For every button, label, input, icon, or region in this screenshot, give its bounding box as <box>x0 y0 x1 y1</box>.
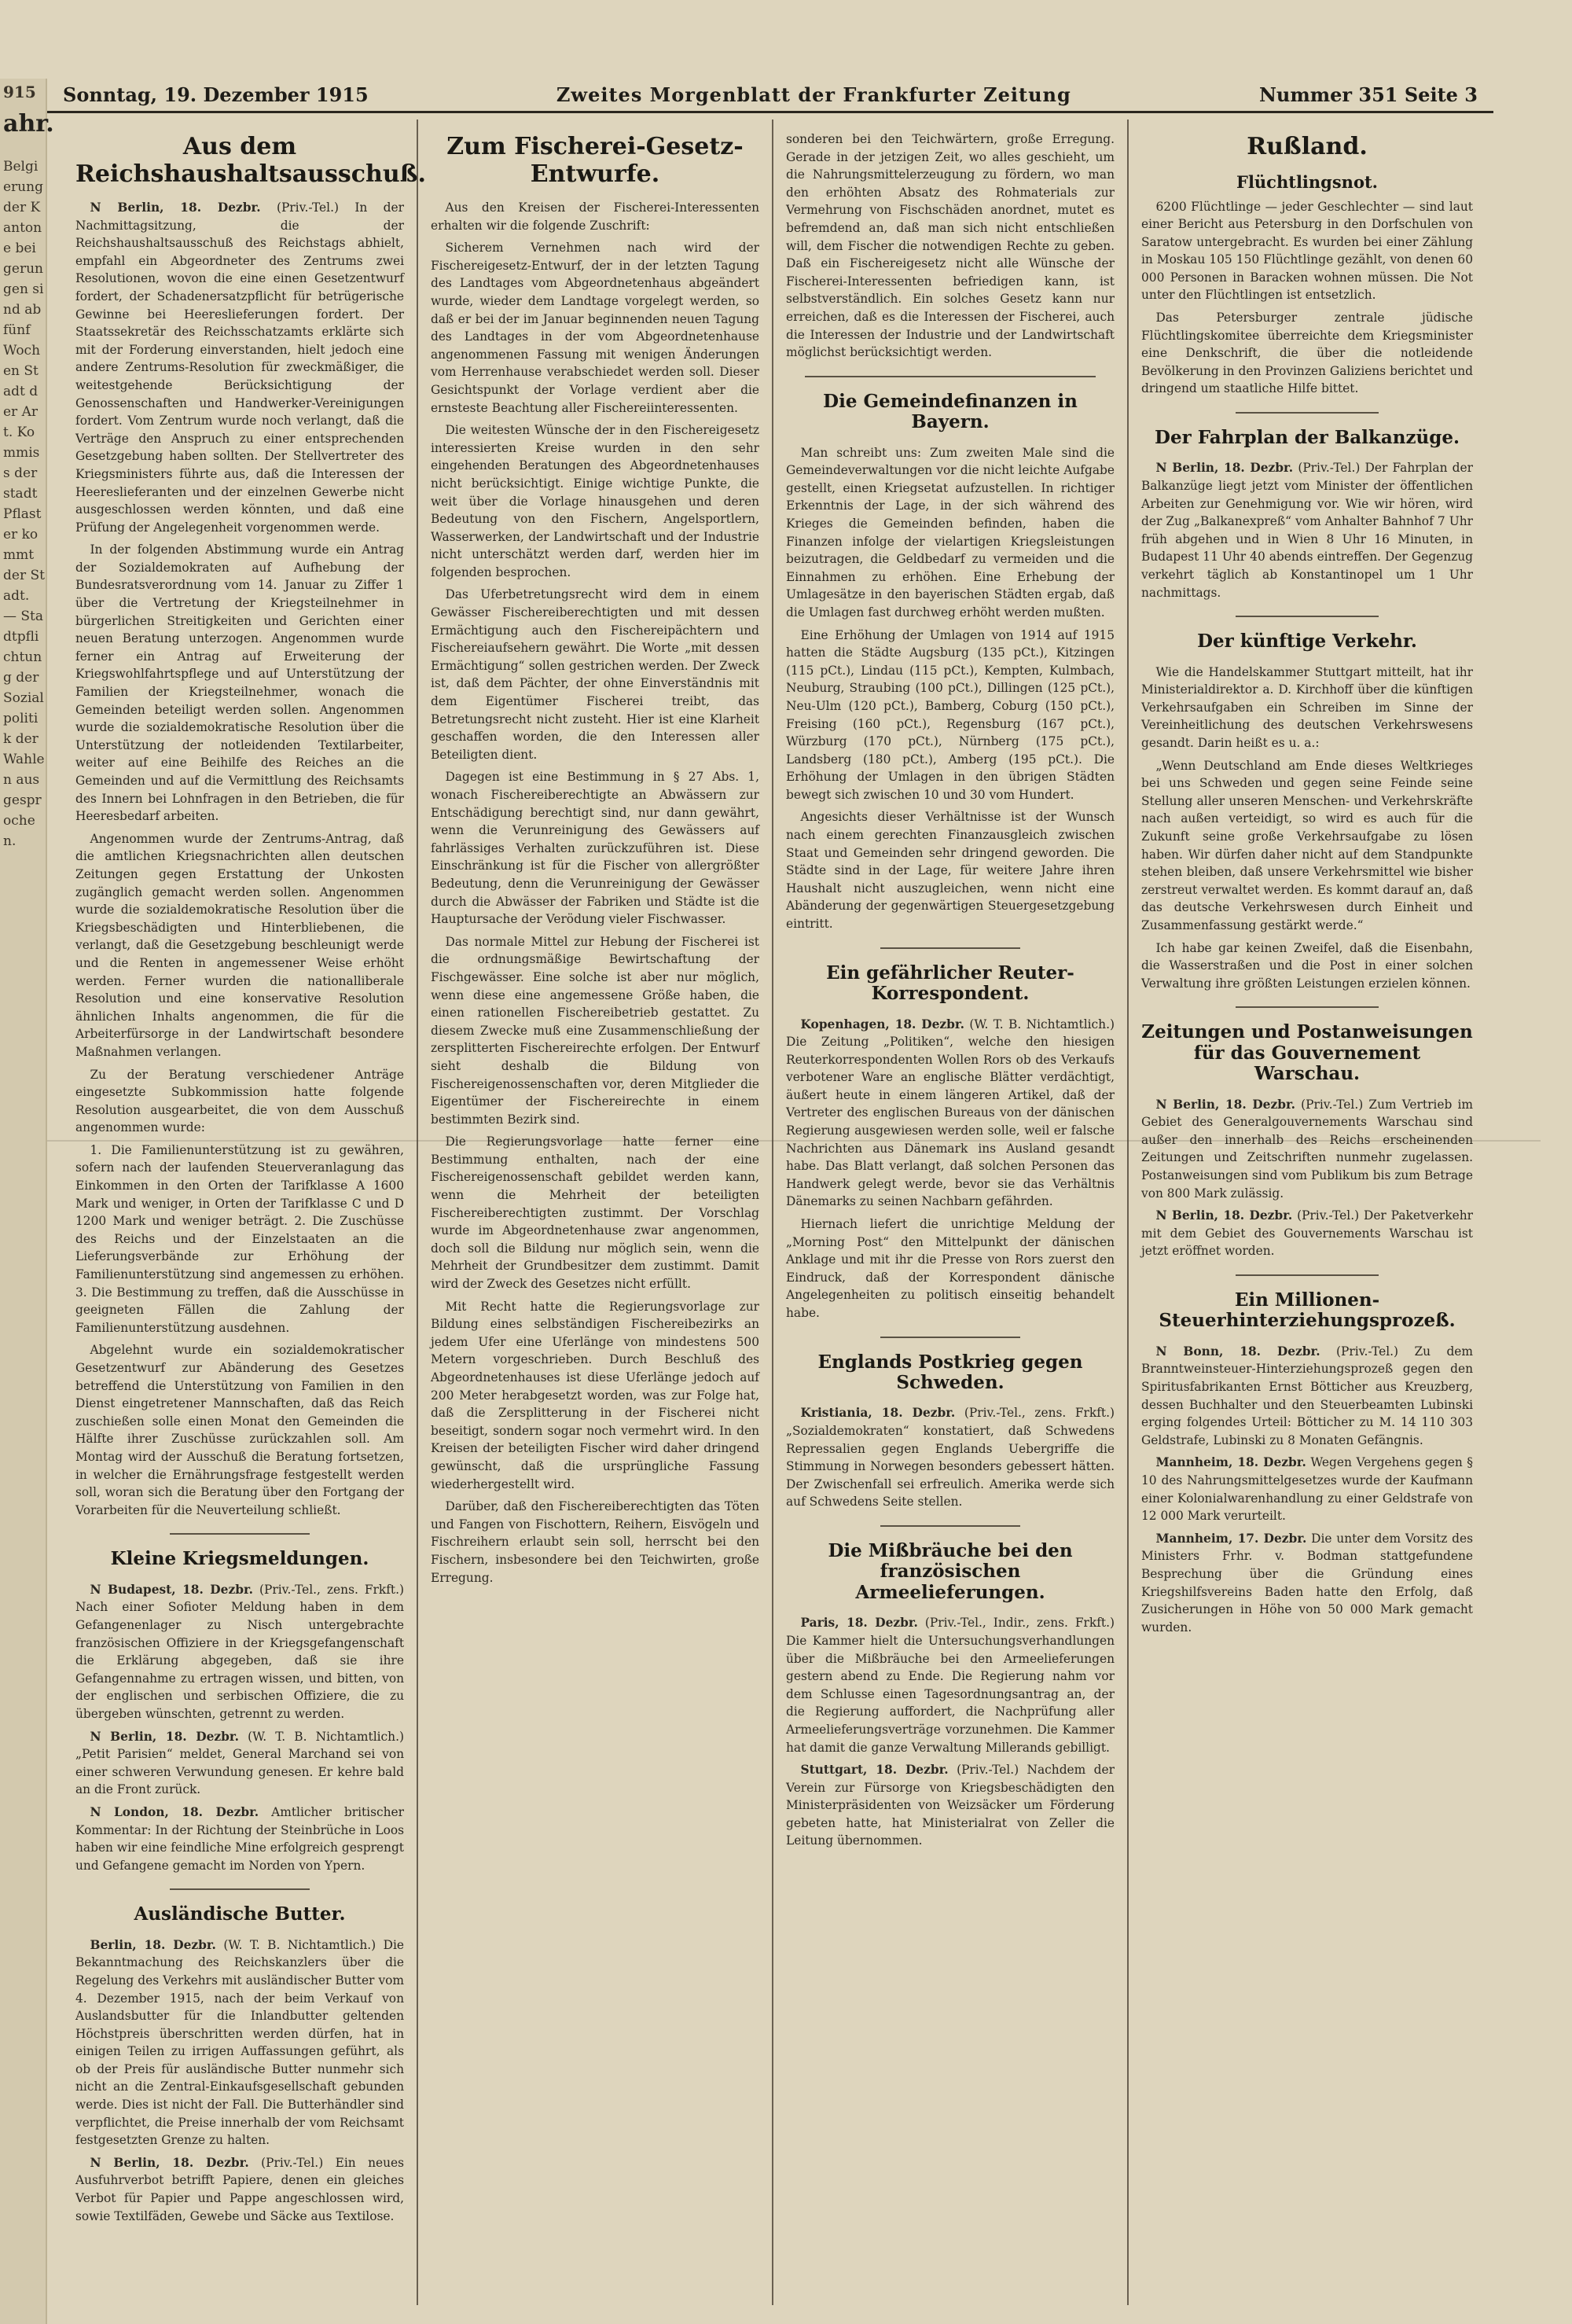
paragraph-text: (W. T. B. Nichtamtlich.) Die Bekanntmachung des Reichskanzlers über die Regelung des Verkehrs mit ausländischer Butter vom 4. Dezember 1915, nach der beim Verkauf von Auslandsbutter für die Inlandbutter geltenden Höchstpreis überschritten werden dürfen, hat in einigen Teilen zu irrigen Auffassungen geführt, als ob der Preis für ausländische Butter nunmehr sich nicht an die Zentral-Einkaufsgesellschaft gebunden werde. Dies ist nicht der Fall. Die Butterhändler sind verpflichtet, die Preise innerhalb der vom Reichsamt festgesetzten Grenze zu halten. <box>75 1937 404 2148</box>
dateline: N Berlin, 18. Dezbr. <box>90 2155 249 2170</box>
divider <box>170 1533 310 1535</box>
issue-number: Nummer 351 Seite 3 <box>1258 83 1478 106</box>
article-headline: Die Mißbräuche bei den französischen Armeelieferungen. <box>828 1540 1073 1603</box>
paragraph-text: (W. T. B. Nichtamtlich.) Die Zeitung „Politiken“, welche den hiesigen Reuterkorrespondenten Wollen Rors ob des Verkaufs verbotener Ware an englische Blätter verdächtigt, äußert heute in einem längeren Artikel, daß der Vertreter des englischen Bureaus von der dänischen Regierung ausgewiesen werden solle, weil er falsche Nachrichten aus Dänemark ins Ausland gesandt habe. Das Blatt verlangt, daß solchen Personen das Handwerk gelegt werde, bevor sie das Verhältnis Dänemarks zu seinen Nachbarn gefährden. <box>786 1017 1115 1209</box>
divider <box>880 1525 1020 1527</box>
article-paragraph <box>75 1728 404 1799</box>
paragraph-text: Man schreibt uns: Zum zweiten Male sind die Gemeindeverwaltungen vor die nicht leichte Aufgabe gestellt, einen Kriegsetat aufzustellen. In richtiger Erkenntnis der Lage, in der sich während des Krieges die Gemeinden befinden, haben die Finanzen infolge der vielartigen Kriegsleistungen beizutragen, die Geldbedarf zu vermeiden und die Einnahmen zu erhöhen. Eine Erhebung der Umlagesätze in den bayerischen Städten ergab, daß die Umlagen fast durchweg erhöht werden mußten. <box>786 445 1115 620</box>
divider <box>1236 616 1379 617</box>
paragraph-text: Das Petersburger zentrale jüdische Flüchtlingskomitee überreichte dem Kriegsminister eine Denkschrift, die über die notleidende Bevölkerung in den Provinzen Galiziens berichtet und dringend um staatliche Hilfe bittet. <box>1141 311 1473 396</box>
dateline: Kopenhagen, 18. Dezbr. <box>800 1017 964 1031</box>
dateline: N Berlin, 18. Dezbr. <box>1155 461 1294 476</box>
column-4 <box>1129 120 1486 2305</box>
article-paragraph <box>431 1498 759 1587</box>
article-paragraph <box>431 1133 759 1293</box>
column-1 <box>63 120 426 2305</box>
article-body <box>1141 1343 1473 1637</box>
dateline: N Bonn, 18. Dezbr. <box>1155 1344 1320 1359</box>
paragraph-text: (Priv.-Tel.) Zu dem Branntweinsteuer-Hinterziehungsprozeß gegen den Spiritusfabrikanten Ernst Bötticher aus Kreuzberg, dessen Buchhalter und den Steuerbeamten Lubinski erging folgendes Urteil: Bötticher zu M. 14 110 303 Geldstrafe, Lubinski zu 8 Monaten Gefängnis. <box>1141 1344 1473 1447</box>
article-paragraph <box>786 627 1115 804</box>
column-2 <box>418 120 773 2305</box>
article-paragraph <box>431 199 759 234</box>
previous-page-heading: ahr. <box>3 110 54 138</box>
article-paragraph <box>1141 1343 1473 1450</box>
article-headline: Englands Postkrieg gegen Schweden. <box>817 1351 1083 1394</box>
paragraph-text: Dagegen ist eine Bestimmung in § 27 Abs. 1, wonach Fischereiberechtigte an Abwässern zur Entschädigung berechtigt sind, nur dann gewährt, wenn die Verunreinigung des Gewässers auf fahrlässiges Verhalten zurückzuführen ist. Diese Einschränkung ist für die Fischer von allergrößter Bedeutung, denn die Verunreinigung der Gewässer durch die Abwässer der Fabriken und Städte ist die Hauptursache der Verödung vieler Fischwasser. <box>431 770 759 927</box>
paragraph-text: (W. T. B. Nichtamtlich.) „Petit Parisien“ meldet, General Marchand sei von einer schweren Verwundung genesen. Er kehre bald an die Front zurück. <box>75 1729 404 1797</box>
paragraph-text: Die unter dem Vorsitz des Ministers Frhr. v. Bodman stattgefundene Besprechung über die Gründung eines Kriegshilfsvereins Baden hatte den Erfolg, daß Zusicherungen in Höhe von 50 000 Mark gemacht wurden. <box>1141 1531 1473 1635</box>
article-paragraph <box>1141 459 1473 601</box>
dateline: Mannheim, 18. Dezbr. <box>1155 1455 1306 1470</box>
article-paragraph <box>75 199 404 536</box>
paragraph-text: Eine Erhöhung der Umlagen von 1914 auf 1915 hatten die Städte Augsburg (135 pCt.), Kitzingen (115 pCt.), Lindau (115 pCt.), Kempten, Kulmbach, Neuburg, Straubing (100 pCt.), Dillingen (125 pCt.), Neu-Ulm (120 pCt.), Bamberg, Coburg (150 pCt.), Freising (160 pCt.), Regensburg (167 pCt.), Würzburg (170 pCt.), Nürnberg (175 pCt.), Landsberg (180 pCt.), Amberg (195 pCt.). Die Erhöhung der Umlagen in den übrigen Städten bewegt sich zwischen 10 und 30 vom Hundert. <box>786 627 1115 802</box>
article-paragraph <box>431 239 759 417</box>
paragraph-text: (Priv.-Tel.) Der Fahrplan der Balkanzüge liegt jetzt vom Minister der öffentlichen Arbeiten zur Genehmigung vor. Wie wir hören, wird der Zug „Balkanexpreß“ vom Anhalter Bahnhof 7 Uhr früh abgehen und in Wien 8 Uhr 16 Minuten, in Budapest 11 Uhr 40 abends eintreffen. Der Gegenzug verkehrt täglich ab Konstantinopel um 1 Uhr nachmittags. <box>1141 461 1473 600</box>
paragraph-text: (Priv.-Tel.) Der Paketverkehr mit dem Gebiet des Gouvernements Warschau ist jetzt eröffnet worden. <box>1141 1208 1473 1259</box>
article-body <box>786 1614 1115 1850</box>
article-paragraph <box>786 444 1115 622</box>
column-3 <box>773 120 1129 2305</box>
article-body <box>1141 664 1473 993</box>
article-paragraph <box>75 1936 404 2149</box>
article-body <box>431 199 759 1587</box>
article-headline: Rußland. <box>1247 133 1368 160</box>
paragraph-text: (Priv.-Tel., Indir., zens. Frkft.) Die Kammer hielt die Untersuchungsverhandlungen über die Mißbräuche bei den Armeelieferungen gestern abend zu Ende. Die Regierung nahm vor dem Schlusse einen Tagesordnungsantrag an, der die Regierung auffordert, die Nachprüfung aller Armeelieferungsverträge vorzunehmen. Die Kammer hat damit die ganze Verwaltung Millerands gebilligt. <box>786 1616 1115 1755</box>
paragraph-text: Angenommen wurde der Zentrums-Antrag, daß die amtlichen Kriegsnachrichten allen deutschen Zeitungen gegen Erstattung der Unkosten zugänglich gemacht werden sollen. Angenommen wurde die sozialdemokratische Resolution über die Kriegsbeschädigten und Hinterbliebenen, die verlangt, daß die Gesetzgebung beschleunigt werde und die Renten in angemessener Weise erhöht werden. Ferner wurden die nationalliberale Resolution und eine konservative Resolution ähnlichen Inhalts angenommen, die für die Arbeiterfürsorge in der Landwirtschaft besondere Maßnahmen verlangen. <box>75 831 404 1059</box>
article-headline: Zeitungen und Postanweisungen für das Gouvernement Warschau. <box>1141 1021 1473 1085</box>
article-paragraph <box>75 1804 404 1874</box>
article-headline: Ein gefährlicher Reuter-Korrespondent. <box>826 962 1074 1005</box>
paragraph-text: (Priv.-Tel.) Nachdem der Verein zur Fürsorge von Kriegsbeschädigten den Ministerpräsidenten von Weizsäcker um Förderung gebeten hatte, hat Ministerialrat von Zeller die Leitung übernommen. <box>786 1763 1115 1848</box>
paragraph-text: Aus den Kreisen der Fischerei-Interessenten erhalten wir die folgende Zuschrift: <box>431 200 759 233</box>
paragraph-text: Hiernach liefert die unrichtige Meldung der „Morning Post“ den Mittelpunkt der dänischen Anklage und mit ihr die Presse von Rors zuerst den Eindruck, daß der Korrespondent dänische Angelegenheiten zu politisch einseitig behandelt habe. <box>786 1217 1115 1320</box>
previous-page-number: 915 <box>3 83 36 101</box>
paragraph-text: Zu der Beratung verschiedener Anträge eingesetzte Subkommission hatte folgende Resolution ausgearbeitet, die von dem Ausschuß angenommen wurde: <box>75 1067 404 1135</box>
article-paragraph <box>431 1298 759 1494</box>
paragraph-text: Sicherem Vernehmen nach wird der Fischereigesetz-Entwurf, der in der letzten Tagung des Landtages vom Abgeordnetenhaus abgeändert wurde, wieder dem Landtage vorgelegt werden, so daß er bei der im Januar beginnenden neuen Tagung des Landtages in der vom Abgeordnetenhause angenommenen Fassung mit wenigen Änderungen vom Herrenhause verabschiedet werden soll. Dieser Gesichtspunkt der Vorlage verdient aber die ernsteste Beachtung aller Fischereiinteressenten. <box>431 241 759 415</box>
paragraph-text: Die weitesten Wünsche der in den Fischereigesetz interessierten Kreise wurden in den sehr eingehenden Beratungen des Abgeordnetenhauses nicht berücksichtigt. Einige wichtige Punkte, die weit über die Vorlage hinausgehen und deren Bedeutung von den Fischern, Angelsportlern, Wasserwerken, der Landwirtschaft und der Industrie nicht unterschätzt werden darf, werden hier im folgenden besprochen. <box>431 423 759 579</box>
dateline: N London, 18. Dezbr. <box>90 1804 259 1819</box>
paper-fold <box>47 1140 1541 1142</box>
article-paragraph <box>75 1066 404 1137</box>
dateline: N Budapest, 18. Dezbr. <box>90 1582 254 1597</box>
masthead <box>47 79 1493 113</box>
article-headline: Der künftige Verkehr. <box>1197 631 1417 653</box>
article-body <box>1141 198 1473 399</box>
article-headline: Zum Fischerei-Gesetz-Entwurfe. <box>446 133 744 188</box>
article-paragraph <box>1141 309 1473 398</box>
article-body <box>1141 459 1473 601</box>
paragraph-text: In der folgenden Abstimmung wurde ein Antrag der Sozialdemokraten auf Aufhebung der Bundesratsverordnung vom 14. Januar zu Ziffer 1 über die Vertretung der Kriegsteilnehmer in bürgerlichen Streitigkeiten und Gerichten einer neuen Beratung unterzogen. Angenommen wurde ferner ein Antrag auf Erweiterung der Kriegswohlfahrtspflege und auf Unterstützung der Familien der Kriegsteilnehmer, wonach die Gemeinden beteiligt werden sollen. Angenommen wurde die sozialdemokratische Resolution über die Unterstützung der notleidenden Textilarbeiter, weiter auf eine Beihilfe des Reiches an die Gemeinden und auf die Vermittlung des Reichsamts des Innern bei Lohnfragen in den Betrieben, die für Heeresbedarf arbeiten. <box>75 542 404 824</box>
article-headline: Aus dem Reichshaushaltsausschuß. <box>75 133 426 188</box>
article-headline: Kleine Kriegsmeldungen. <box>110 1548 369 1570</box>
dateline: N Berlin, 18. Dezbr. <box>1155 1097 1296 1112</box>
paragraph-text: Ich habe gar keinen Zweifel, daß die Eisenbahn, die Wasserstraßen und die Post in einer solchen Verwaltung ihre größten Leistungen erzielen können. <box>1141 940 1473 991</box>
article-paragraph <box>1141 940 1473 993</box>
paragraph-text: (Priv.-Tel., zens. Frkft.) Nach einer Sofioter Meldung haben in dem Gefangenenlager zu Nisch untergebrachte französischen Offiziere in der Kriegsgefangenschaft die Erklärung abgegeben, daß sie ihre Gefangennahme zu ertragen wissen, und bitten, von der englischen und serbischen Offiziere, die zu übergeben wünschten, getrennt zu werden. <box>75 1582 404 1721</box>
article-paragraph <box>1141 1096 1473 1203</box>
article-paragraph <box>1141 664 1473 752</box>
paragraph-text: Wegen Vergehens gegen § 10 des Nahrungsmittelgesetzes wurde der Kaufmann einer Kolonialwarenhandlung zu einer Geldstrafe von 12 000 Mark verurteilt. <box>1141 1455 1473 1524</box>
article-paragraph <box>75 830 404 1061</box>
continued-text: sonderen bei den Teichwärtern, große Erregung. Gerade in der jetzigen Zeit, wo alles geschieht, um die Nahrungsmittelerzeugung zu fördern, wo man den erhöhten Absatz des Rohmaterials zur Vermehrung von Fischschäden anordnet, mutet es befremdend an, daß man sich nicht entschließen will, dem Fischer die notwendigen Rechte zu geben. Daß ein Fischereigesetz nicht alle Wünsche der Fischerei-Interessenten befriedigen kann, ist selbstverständlich. Ein solches Gesetz kann nur erreichen, daß es die Interessen der Fischerei, auch die Interessen der Industrie und der Landwirtschaft möglichst berücksichtigt werden. <box>786 132 1115 360</box>
article-headline: Ein Millionen-Steuerhinterziehungsprozeß. <box>1159 1289 1456 1332</box>
article-headline: Die Gemeindefinanzen in Bayern. <box>823 390 1078 433</box>
newspaper-title: Zweites Morgenblatt der Frankfurter Zeitung <box>556 83 1071 106</box>
article-paragraph <box>1141 757 1473 935</box>
divider <box>1236 412 1379 414</box>
paragraph-text: Das normale Mittel zur Hebung der Fischerei ist die ordnungsmäßige Bewirtschaftung der Fischgewässer. Eine solche ist aber nur möglich, wenn diese eine angemessene Größe haben, die einen rationellen Fischereibetrieb gestattet. Zu diesem Zwecke muß eine Zusammenschließung der zersplitterten Fischereirechte erfolgen. Der Entwurf sieht deshalb die Bildung von Fischereigenossenschaften vor, deren Mitglieder die Eigentümer der Fischereirechte in einem bestimmten Bezirk sind. <box>431 934 759 1127</box>
divider <box>880 1337 1020 1338</box>
article-paragraph <box>431 768 759 928</box>
paragraph-text: „Wenn Deutschland am Ende dieses Weltkrieges bei uns Schweden und gegen seine Feinde seine Stellung aller unseren Menschen- und Verkehrskräfte nach außen verteidigt, so wird es auch für die Zukunft seine große Verkehrsaufgabe zu lösen haben. Wir dürfen daher nicht auf dem Standpunkte stehen bleiben, daß unsere Verkehrsmittel wie bisher zerstreut verwaltet werden. Es kommt darauf an, daß das deutsche Verkehrswesen durch Einheit und Zusammenfassung gestärkt werde.“ <box>1141 758 1473 932</box>
paragraph-text: Darüber, daß den Fischereiberechtigten das Töten und Fangen von Fischottern, Reihern, Eisvögeln und Fischreihern erlaubt sein soll, herrscht bei den Fischern, insbesondere bei den Teichwirten, große Erregung. <box>431 1499 759 1585</box>
article-body <box>786 1404 1115 1511</box>
paragraph-text: Mit Recht hatte die Regierungsvorlage zur Bildung eines selbständigen Fischereibezirks an jedem Ufer eine Uferlänge von mindestens 500 Metern vorgeschrieben. Durch Beschluß des Abgeordnetenhauses ist diese Uferlänge jedoch auf 200 Meter herabgesetzt worden, was zur Folge hat, daß die Zersplitterung in der Fischerei nicht beseitigt, sondern sogar noch vermehrt wird. In den Kreisen der beteiligten Fischer wird daher dringend gewünscht, daß die ursprüngliche Fassung wiederhergestellt wird. <box>431 1299 759 1491</box>
dateline: Kristiania, 18. Dezbr. <box>800 1406 956 1421</box>
article-paragraph <box>1141 1454 1473 1524</box>
article-paragraph <box>75 1581 404 1723</box>
article-paragraph <box>75 1341 404 1519</box>
article-headline: Der Fahrplan der Balkanzüge. <box>1155 427 1460 449</box>
article-paragraph <box>786 1404 1115 1511</box>
dateline: Mannheim, 17. Dezbr. <box>1155 1531 1307 1546</box>
paragraph-text: Abgelehnt wurde ein sozialdemokratischer Gesetzentwurf zur Abänderung des Gesetzes betreffend die Unterstützung von Familien in den Dienst eingetretener Mannschaften, daß das Reich zuschießen solle einen Monat den Gemeinden die Hälfte ihrer Zuschüsse zurückzahlen soll. Am Montag wird der Ausschuß die Beratung fortsetzen, in welcher die Ernährungsfrage festgestellt werden soll, woran sich die Beratung über den Fortgang der Vorarbeiten für die Neuverteilung schließt. <box>75 1343 404 1517</box>
paragraph-text: (Priv.-Tel.) Zum Vertrieb im Gebiet des Generalgouvernements Warschau sind außer den innerhalb des Reichs erscheinenden Zeitungen und Zeitschriften nunmehr zugelassen. Postanweisungen sind vom Publikum bis zum Betrage von 800 Mark zulässig. <box>1141 1097 1473 1201</box>
divider <box>805 376 1096 377</box>
paragraph-text: Wie die Handelskammer Stuttgart mitteilt, hat ihr Ministerialdirektor a. D. Kirchhoff über die künftigen Verkehrsaufgaben ein Schreiben im Sinne der Vereinheitlichung des deutschen Verkehrswesens gesandt. Darin heißt es u. a.: <box>1141 664 1473 751</box>
dateline: N Berlin, 18. Dezbr. <box>90 200 261 215</box>
dateline: N Berlin, 18. Dezbr. <box>90 1729 239 1744</box>
paragraph-text: Das Uferbetretungsrecht wird dem in einem Gewässer Fischereiberechtigten und mit dessen Ermächtigung auch den Fischereipächtern und Fischereiaufsehern gewährt. Die Worte „mit dessen Ermächtigung“ sollen gestrichen werden. Der Zweck ist, daß dem Pächter, der ohne Einverständnis mit dem Eigentümer Fischerei treibt, das Betretungsrecht nicht zusteht. Hier ist eine Klarheit geschaffen worden, die den Interessen aller Beteiligten dient. <box>431 587 759 762</box>
dateline: Berlin, 18. Dezbr. <box>90 1937 216 1952</box>
previous-page-text: Belgierung der Kantone bei gerungen sind ab fünf Wochen Stadt der Art. Kommiss der stadt Pflaster kommt der Stadt. — Stadtpflichtung der Sozialpolitik der Wahlen ausgesprochen. <box>3 159 45 849</box>
article-paragraph <box>75 2154 404 2225</box>
issue-date: Sonntag, 19. Dezember 1915 <box>63 83 369 106</box>
paragraph-text: (Priv.-Tel., zens. Frkft.) „Sozialdemokraten“ konstatiert, daß Schwedens Repressalien gegen Englands Uebergriffe die Stimmung in Norwegen besonders gebessert hätten. Der Zwischenfall sei erfreulich. Amerika werde sich auf Schwedens Seite stellen. <box>786 1406 1115 1509</box>
divider <box>1236 1274 1379 1276</box>
article-paragraph <box>431 933 759 1129</box>
article-body <box>75 199 404 1519</box>
paragraph-text: (Priv.-Tel.) In der Nachmittagsitzung, die der Reichshaushaltsausschuß des Reichstags abhielt, empfahl ein Abgeordneter des Zentrums zwei Resolutionen, wovon die eine einen Gesetzentwurf fordert, der Schadenersatzpflicht für betrügerische Gewinne bei Heereslieferungen fordert. Der Staatssekretär des Reichsschatzamts erklärte sich mit der Forderung einverstanden, hielt jedoch eine andere Zentrums-Resolution für zweckmäßiger, die weitestgehende Berücksichtigung der Genossenschaften und Handwerker-Vereinigungen fordert. Vom Zentrum wurde noch verlangt, daß die Verträge den Anspruch zu einer entsprechenden Gesetzgebung haben sollten. Der Stellvertreter des Kriegsministers führte aus, daß die Interessen der Heereslieferanten und der einzelnen Gewerbe nicht ausgeschlossen werden könnten, und daß eine Prüfung der Angelegenheit vorgenommen werde. <box>75 200 404 535</box>
article-paragraph <box>786 1016 1115 1212</box>
article-body <box>75 1581 404 1875</box>
paragraph-text: 6200 Flüchtlinge — jeder Geschlechter — sind laut einer Bericht aus Petersburg in den Dorfschulen von Saratow untergebracht. Es wurden bei einer Zählung in Moskau 105 150 Flüchtlinge gezählt, von denen 60 000 Personen in Baracken wohnen müssen. Die Not unter den Flüchtlingen ist entsetzlich. <box>1141 199 1473 303</box>
article-paragraph <box>1141 1207 1473 1260</box>
paragraph-text: Angesichts dieser Verhältnisse ist der Wunsch nach einem gerechten Finanzausgleich zwischen Staat und Gemeinden sehr dringend geworden. Die Städte sind in der Lage, für weitere Jahre ihren Haushalt nicht auszugleichen, wenn nicht eine Abänderung der gegenwärtigen Steuergesetzgebung eintritt. <box>786 810 1115 932</box>
article-paragraph <box>431 421 759 581</box>
article-paragraph <box>1141 198 1473 305</box>
paragraph-text: Amtlicher britischer Kommentar: In der Richtung der Steinbrüche in Loos haben wir eine feindliche Mine erfolgreich gesprengt und Gefangene gemacht im Norden von Ypern. <box>75 1804 404 1873</box>
dateline: N Berlin, 18. Dezbr. <box>1155 1208 1293 1223</box>
paragraph-text: Die Regierungsvorlage hatte ferner eine Bestimmung enthalten, nach der eine Fischereigenossenschaft gebildet werden kann, wenn die Mehrheit der beteiligten Fischereiberechtigten zustimmt. Der Vorschlag wurde im Abgeordnetenhause zwar angenommen, doch soll die Bildung nur möglich sein, wenn die Mehrheit der Grundbesitzer dem zustimmt. Damit wird der Zweck des Gesetzes nicht erfüllt. <box>431 1134 759 1292</box>
article-body <box>1141 1096 1473 1260</box>
article-body <box>786 444 1115 933</box>
article-body <box>75 1936 404 2226</box>
dateline: Paris, 18. Dezbr. <box>800 1616 918 1631</box>
article-body <box>786 1016 1115 1322</box>
paragraph-text: 1. Die Familienunterstützung ist zu gewähren, sofern nach der laufenden Steuerveranlagung das Einkommen in den Orten der Tarifklasse A 1600 Mark und weniger, in Orten der Tarifklasse C und D 1200 Mark und weniger beträgt. 2. Die Zuschüsse des Reichs und der Einzelstaaten an die Lieferungsverbände zur Erhöhung der Familienunterstützung sind angemessen zu erhöhen. 3. Die Bestimmung zu treffen, daß die Ausschüsse in geeigneten Fällen die Zahlung der Familienunterstützung ausdehnen. <box>75 1142 404 1335</box>
dateline: Stuttgart, 18. Dezbr. <box>800 1763 949 1778</box>
previous-page-strip <box>0 79 54 2324</box>
article-paragraph <box>1141 1530 1473 1637</box>
article-paragraph <box>75 541 404 826</box>
paragraph-text: (Priv.-Tel.) Ein neues Ausfuhrverbot betrifft Papiere, denen ein gleiches Verbot für Papier und Pappe angeschlossen wird, sowie Textilfäden, Gewebe und Säcke aus Textilose. <box>75 2155 405 2223</box>
divider <box>1236 1006 1379 1008</box>
divider <box>880 947 1020 949</box>
article-paragraph <box>786 1215 1115 1322</box>
article-subheadline: Flüchtlingsnot. <box>1236 171 1378 192</box>
divider <box>170 1888 310 1890</box>
article-paragraph <box>786 808 1115 932</box>
article-paragraph <box>786 1761 1115 1850</box>
article-paragraph <box>786 1614 1115 1756</box>
article-columns <box>63 120 1486 2305</box>
article-paragraph <box>431 586 759 763</box>
article-headline: Ausländische Butter. <box>134 1903 346 1925</box>
article-paragraph <box>75 1142 404 1337</box>
